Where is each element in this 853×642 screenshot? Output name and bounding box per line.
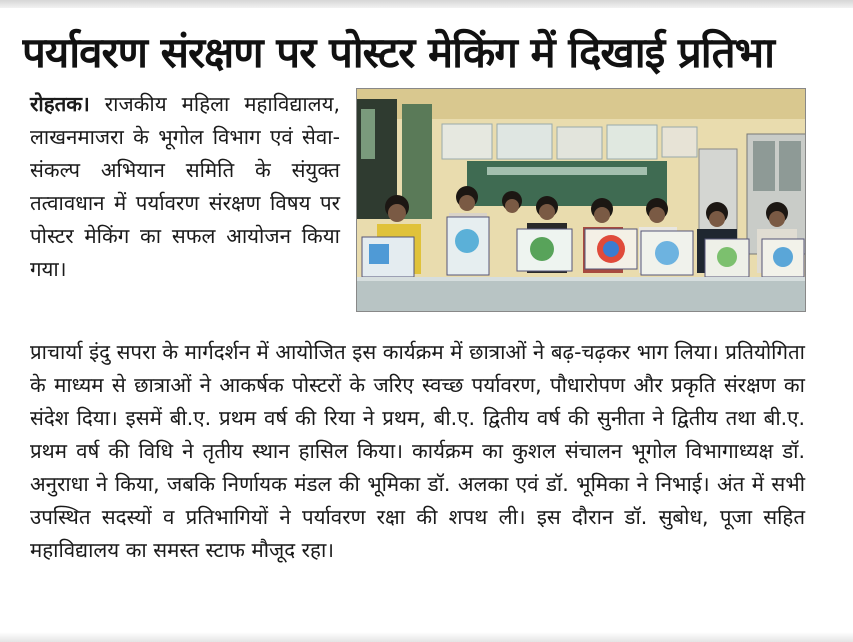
next-article-edge [0,632,853,642]
article-body-paragraph: प्राचार्या इंदु सपरा के मार्गदर्शन में आयोजित इस कार्यक्रम में छात्राओं ने बढ़-चढ़कर भाग लिया। प्रतियोगिता के माध्यम से छात्राओं ने आकर्षक पोस्टरों के जरिए स्वच्छ पर्यावरण, पौधारोपण और प्रकृति संरक्षण का संदेश दिया। इसमें बी.ए. प्रथम वर्ष की रिया ने प्रथम, बी.ए. द्वितीय वर्ष की सुनीता ने द्वितीय तथा बी.ए. प्रथम वर्ष की विधि ने तृतीय स्थान हासिल किया। कार्यक्रम का कुशल संचालन भूगोल विभागाध्यक्ष डॉ. अनुराधा ने किया, जबकि निर्णायक मंडल की भूमिका डॉ. अलका एवं डॉ. भूमिका ने निभाई। अंत में सभी उपस्थित सदस्यों व प्रतिभागियों ने पर्यावरण रक्षा की शपथ ली। इस दौरान डॉ. सुबोध, पूजा सहित महाविद्यालय का समस्त स्टाफ मौजूद रहा। [30,340,805,562]
news-photo [356,88,806,312]
previous-article-edge [0,0,853,8]
group-photo-icon [357,89,806,312]
article-dateline: रोहतक। [30,92,90,116]
article-lead-paragraph [30,88,340,286]
article-headline: पर्यावरण संरक्षण पर पोस्टर मेकिंग में दिखाई प्रतिभा [22,28,775,77]
article-lead-text: राजकीय महिला महाविद्यालय, लाखनमाजरा के भूगोल विभाग एवं सेवा-संकल्प अभियान समिति के संयुक्त तत्वावधान में पर्यावरण संरक्षण विषय पर पोस्टर मेकिंग का सफल आयोजन किया गया। [30,92,340,281]
